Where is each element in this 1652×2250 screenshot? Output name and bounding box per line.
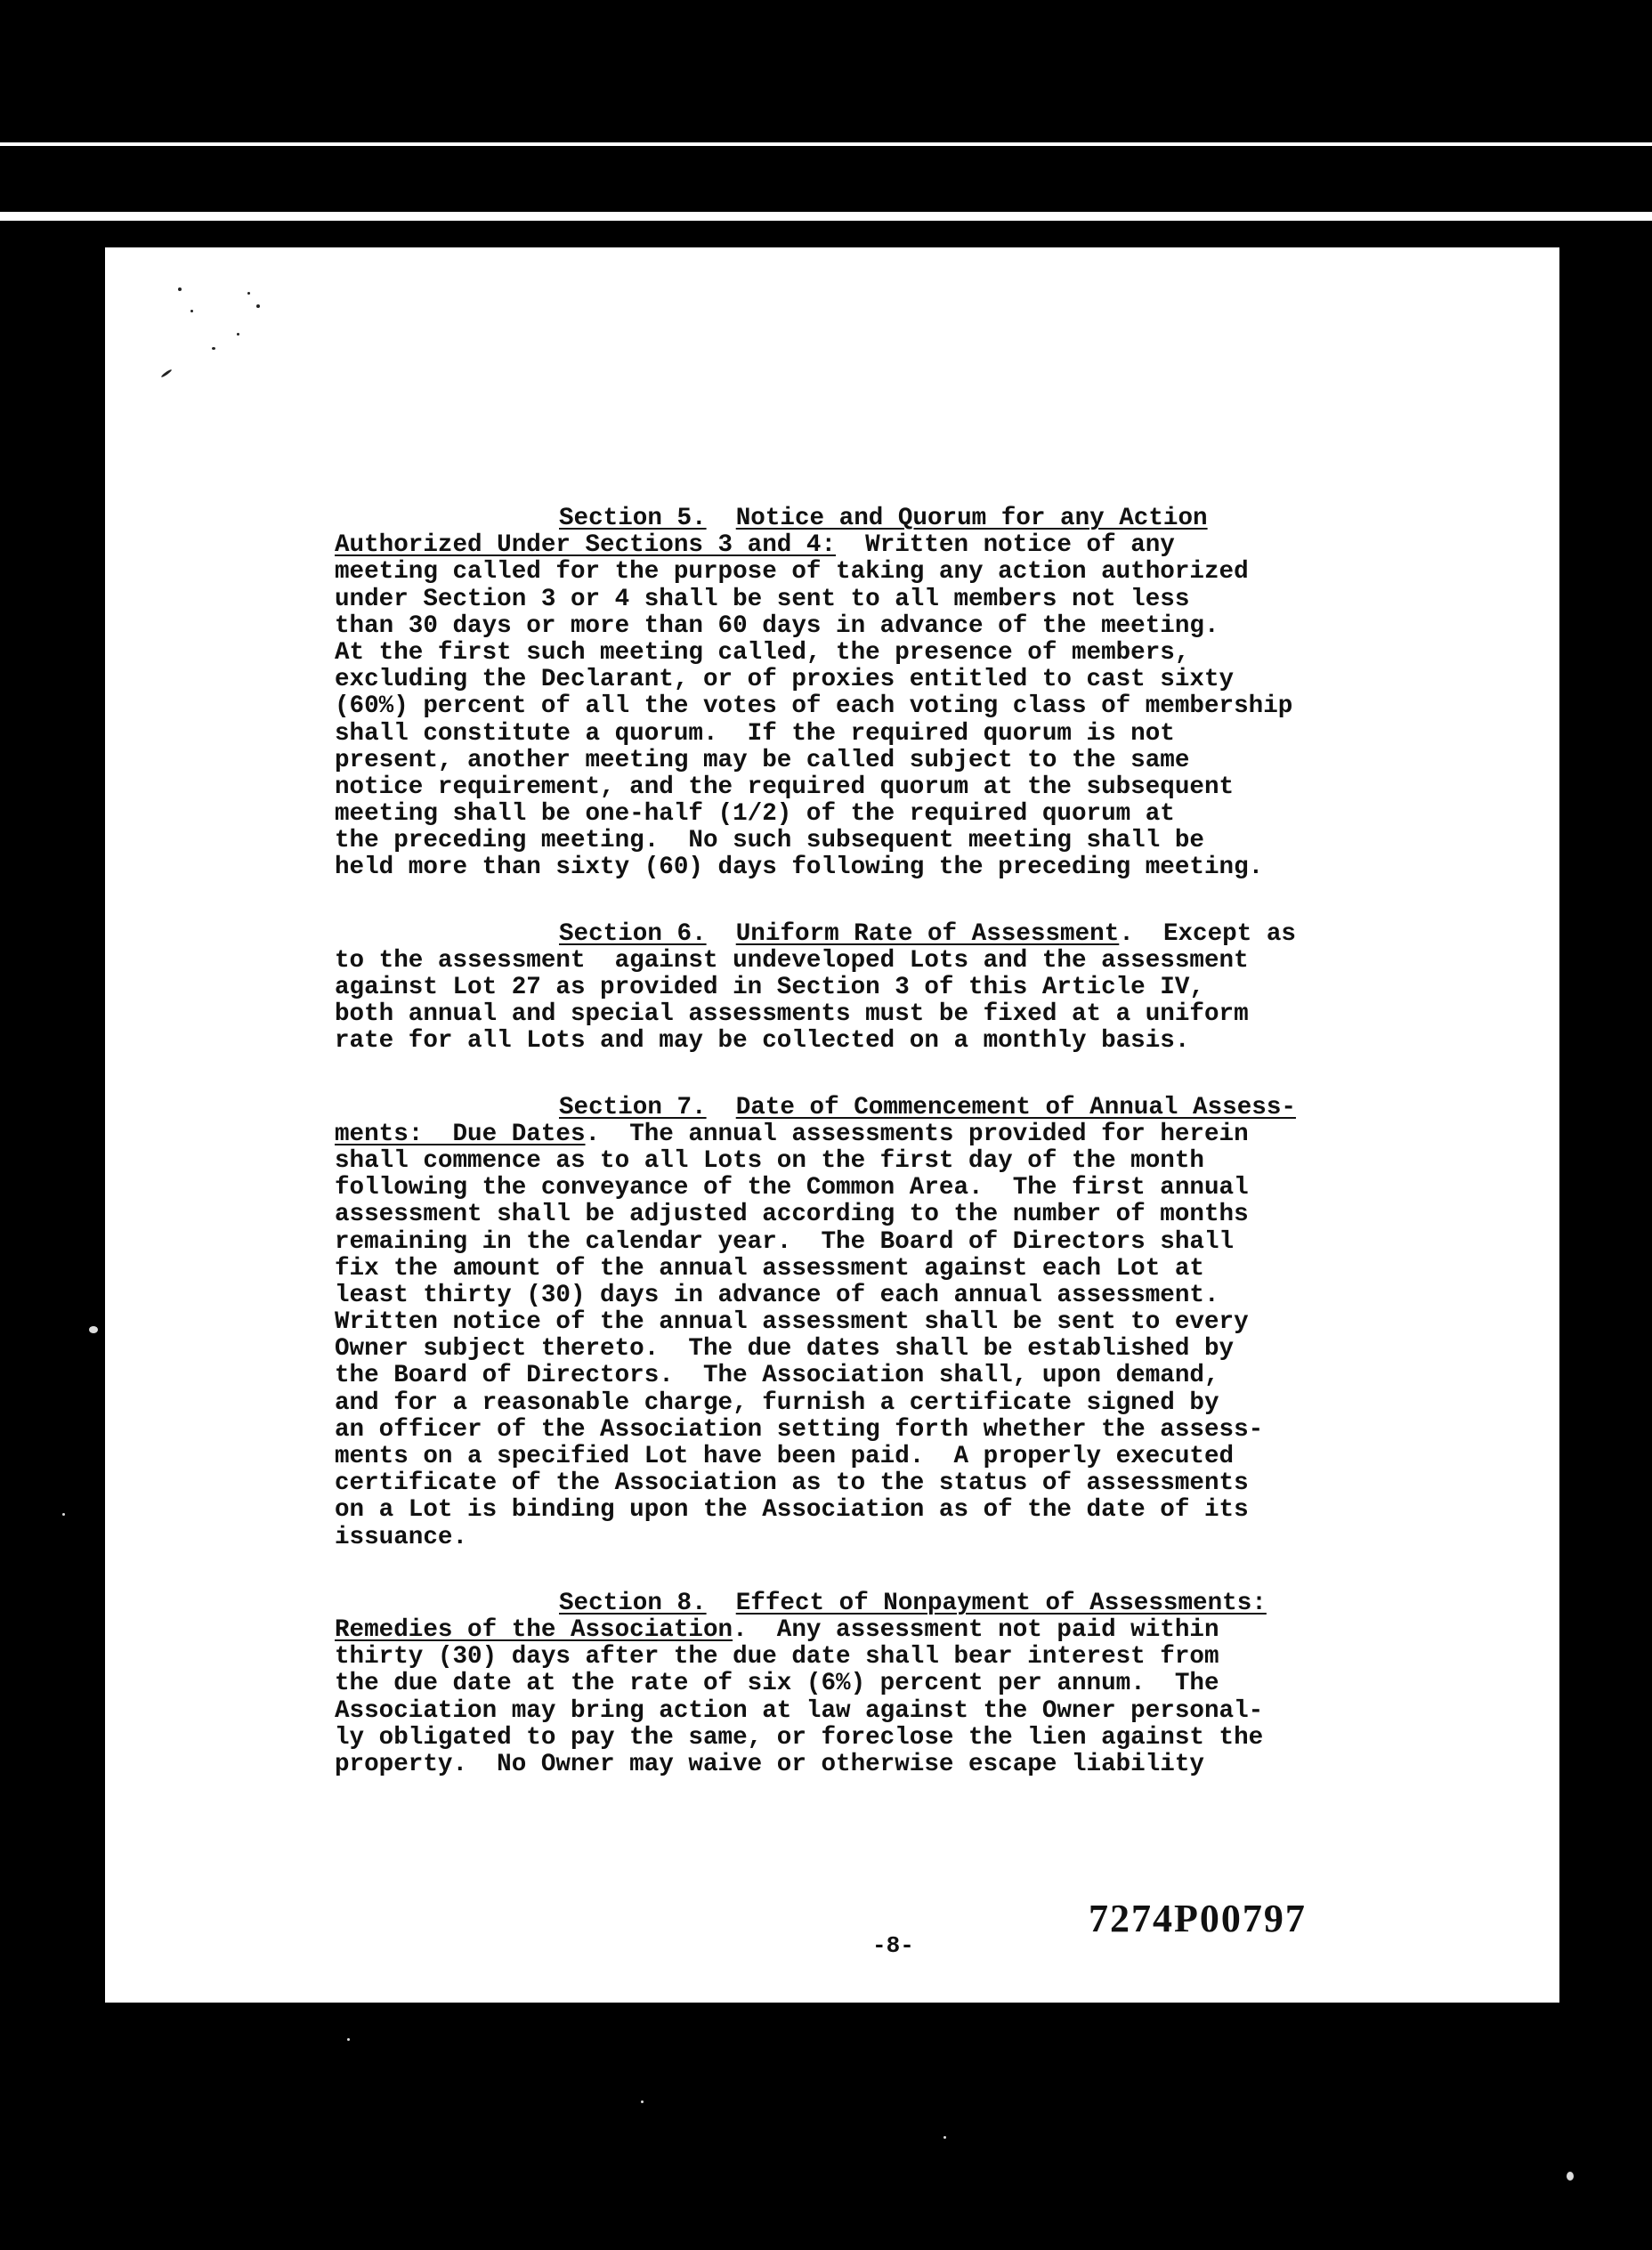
body-text: against Lot 27 as provided in Section 3 of this Article IV,	[335, 974, 1204, 1001]
text-line	[335, 559, 1492, 586]
body-text: certificate of the Association as to the status of assessments	[335, 1469, 1249, 1498]
text-line	[335, 854, 1492, 881]
text-line	[335, 1617, 1492, 1644]
body-text: meeting called for the purpose of taking any action authorized	[335, 558, 1249, 587]
text-line	[335, 1644, 1492, 1671]
body-text: ly obligated to pay the same, or foreclose the lien against the	[335, 1723, 1264, 1752]
body-text: Association may bring action at law against the Owner personal-	[335, 1696, 1264, 1725]
text-line	[335, 1752, 1492, 1778]
text-line	[335, 1390, 1492, 1417]
text-line	[335, 640, 1492, 667]
text-line	[335, 1525, 1492, 1551]
body-text: and for a reasonable charge, furnish a certificate signed by	[335, 1388, 1219, 1417]
section-heading: Notice and Quorum for any Action	[735, 505, 1208, 532]
text-line	[335, 1028, 1492, 1055]
scan-speck	[943, 2136, 946, 2139]
text-line	[335, 921, 1492, 948]
text-line	[335, 1497, 1492, 1524]
section-heading: Authorized Under Sections 3 and 4:	[335, 531, 837, 560]
body-text: following the conveyance of the Common Area. The first annual	[335, 1174, 1249, 1202]
body-text: excluding the Declarant, or of proxies entitled to cast sixty	[335, 666, 1235, 694]
body-text: Written notice of any	[836, 531, 1175, 560]
scan-speck	[237, 333, 239, 336]
text-line	[335, 1256, 1492, 1283]
section-label: Section 6.	[559, 919, 707, 948]
section-label: Section 8.	[559, 1589, 707, 1617]
text-line	[335, 1470, 1492, 1497]
text-line	[335, 1202, 1492, 1228]
body-text: Written notice of the annual assessment shall be sent to every	[335, 1308, 1249, 1337]
text-line	[335, 532, 1492, 559]
scan-speck	[190, 310, 193, 312]
text-line	[335, 693, 1492, 720]
body-text: . The annual assessments provided for herein	[585, 1120, 1249, 1148]
body-text: Owner subject thereto. The due dates shall be established by	[335, 1335, 1235, 1364]
body-text: present, another meeting may be called subject to the same	[335, 746, 1190, 774]
document-body	[335, 506, 1492, 1817]
body-text: than 30 days or more than 60 days in advance of the meeting.	[335, 611, 1219, 640]
section-heading: Effect of Nonpayment of Assessments:	[735, 1589, 1267, 1617]
body-text: shall constitute a quorum. If the required quorum is not	[335, 719, 1175, 748]
text-line	[335, 748, 1492, 774]
scan-speck	[247, 292, 250, 295]
section-label: Section 7.	[559, 1093, 707, 1121]
body-text: (60%) percent of all the votes of each voting class of membership	[335, 692, 1293, 721]
scan-speck	[178, 287, 182, 291]
body-text: the Board of Directors. The Association shall, upon demand,	[335, 1362, 1219, 1390]
text-line	[335, 1363, 1492, 1389]
body-text: held more than sixty (60) days following the preceding meeting.	[335, 854, 1264, 882]
text-line	[335, 1095, 1492, 1121]
body-text: notice requirement, and the required quorum at the subsequent	[335, 773, 1235, 801]
text-line	[335, 1001, 1492, 1028]
body-text: least thirty (30) days in advance of each annual assessment.	[335, 1281, 1219, 1309]
text-line	[335, 506, 1492, 532]
body-text: both annual and special assessments must be fixed at a uniform	[335, 1000, 1249, 1029]
section-8	[335, 1590, 1492, 1778]
text-line	[335, 1121, 1492, 1148]
body-text: At the first such meeting called, the presence of members,	[335, 638, 1190, 667]
body-text: thirty (30) days after the due date shall bear interest from	[335, 1643, 1219, 1671]
body-text: the preceding meeting. No such subsequent meeting shall be	[335, 827, 1204, 855]
section-label: Section 5.	[559, 505, 707, 532]
body-text: fix the amount of the annual assessment against each Lot at	[335, 1254, 1204, 1283]
body-text: . Except as	[1119, 919, 1296, 948]
text-line	[335, 1444, 1492, 1470]
page-number: -8-	[872, 1932, 914, 1959]
section-heading: ments: Due Dates	[335, 1120, 586, 1148]
text-line	[335, 1417, 1492, 1444]
text-line	[335, 1283, 1492, 1309]
scan-speck	[89, 1326, 98, 1333]
text-line	[335, 828, 1492, 854]
scan-speck	[62, 1513, 65, 1516]
text-line	[335, 1590, 1492, 1617]
body-text: under Section 3 or 4 shall be sent to all members not less	[335, 585, 1190, 613]
text-line	[335, 1148, 1492, 1175]
text-line	[335, 1309, 1492, 1336]
scan-speck	[347, 2038, 350, 2041]
body-text: meeting shall be one-half (1/2) of the required quorum at	[335, 800, 1175, 829]
section-5	[335, 506, 1492, 882]
body-text: . Any assessment not paid within	[733, 1615, 1219, 1644]
text-line	[335, 774, 1492, 801]
text-line	[335, 613, 1492, 640]
body-text: the due date at the rate of six (6%) percent per annum. The	[335, 1670, 1219, 1698]
scan-speck	[212, 347, 215, 350]
body-text: an officer of the Association setting forth whether the assess-	[335, 1415, 1264, 1444]
scan-speck	[641, 2100, 644, 2103]
scan-border-line	[0, 142, 1652, 146]
body-text: property. No Owner may waive or otherwise escape liability	[335, 1750, 1204, 1778]
body-text: rate for all Lots and may be collected on a monthly basis.	[335, 1027, 1190, 1056]
scan-speck	[1567, 2172, 1574, 2181]
body-text: ments on a specified Lot have been paid. A properly executed	[335, 1443, 1235, 1470]
text-line	[335, 801, 1492, 828]
text-line	[335, 948, 1492, 975]
text-line	[335, 721, 1492, 748]
body-text: on a Lot is binding upon the Association as of the date of its	[335, 1496, 1249, 1525]
document-id: 7274P00797	[1089, 1897, 1307, 1940]
body-text: issuance.	[335, 1523, 468, 1551]
text-line	[335, 587, 1492, 613]
text-line	[335, 667, 1492, 693]
text-line	[335, 1671, 1492, 1697]
text-line	[335, 975, 1492, 1001]
text-line	[335, 1229, 1492, 1256]
section-6	[335, 921, 1492, 1056]
section-7	[335, 1095, 1492, 1551]
section-heading: Remedies of the Association	[335, 1615, 733, 1644]
body-text: to the assessment against undeveloped Lots and the assessment	[335, 946, 1249, 975]
section-heading: Date of Commencement of Annual Assess-	[735, 1093, 1296, 1121]
scan-border-band	[0, 212, 1652, 221]
body-text: shall commence as to all Lots on the first day of the month	[335, 1146, 1204, 1175]
body-text: assessment shall be adjusted according to the number of months	[335, 1201, 1249, 1229]
text-line	[335, 1336, 1492, 1363]
scan-speck	[256, 304, 260, 308]
document-page	[105, 247, 1559, 2003]
text-line	[335, 1698, 1492, 1725]
text-line	[335, 1175, 1492, 1202]
body-text: remaining in the calendar year. The Board of Directors shall	[335, 1227, 1235, 1256]
section-heading: Uniform Rate of Assessment	[735, 919, 1120, 948]
text-line	[335, 1725, 1492, 1752]
scan-speck	[160, 368, 172, 377]
